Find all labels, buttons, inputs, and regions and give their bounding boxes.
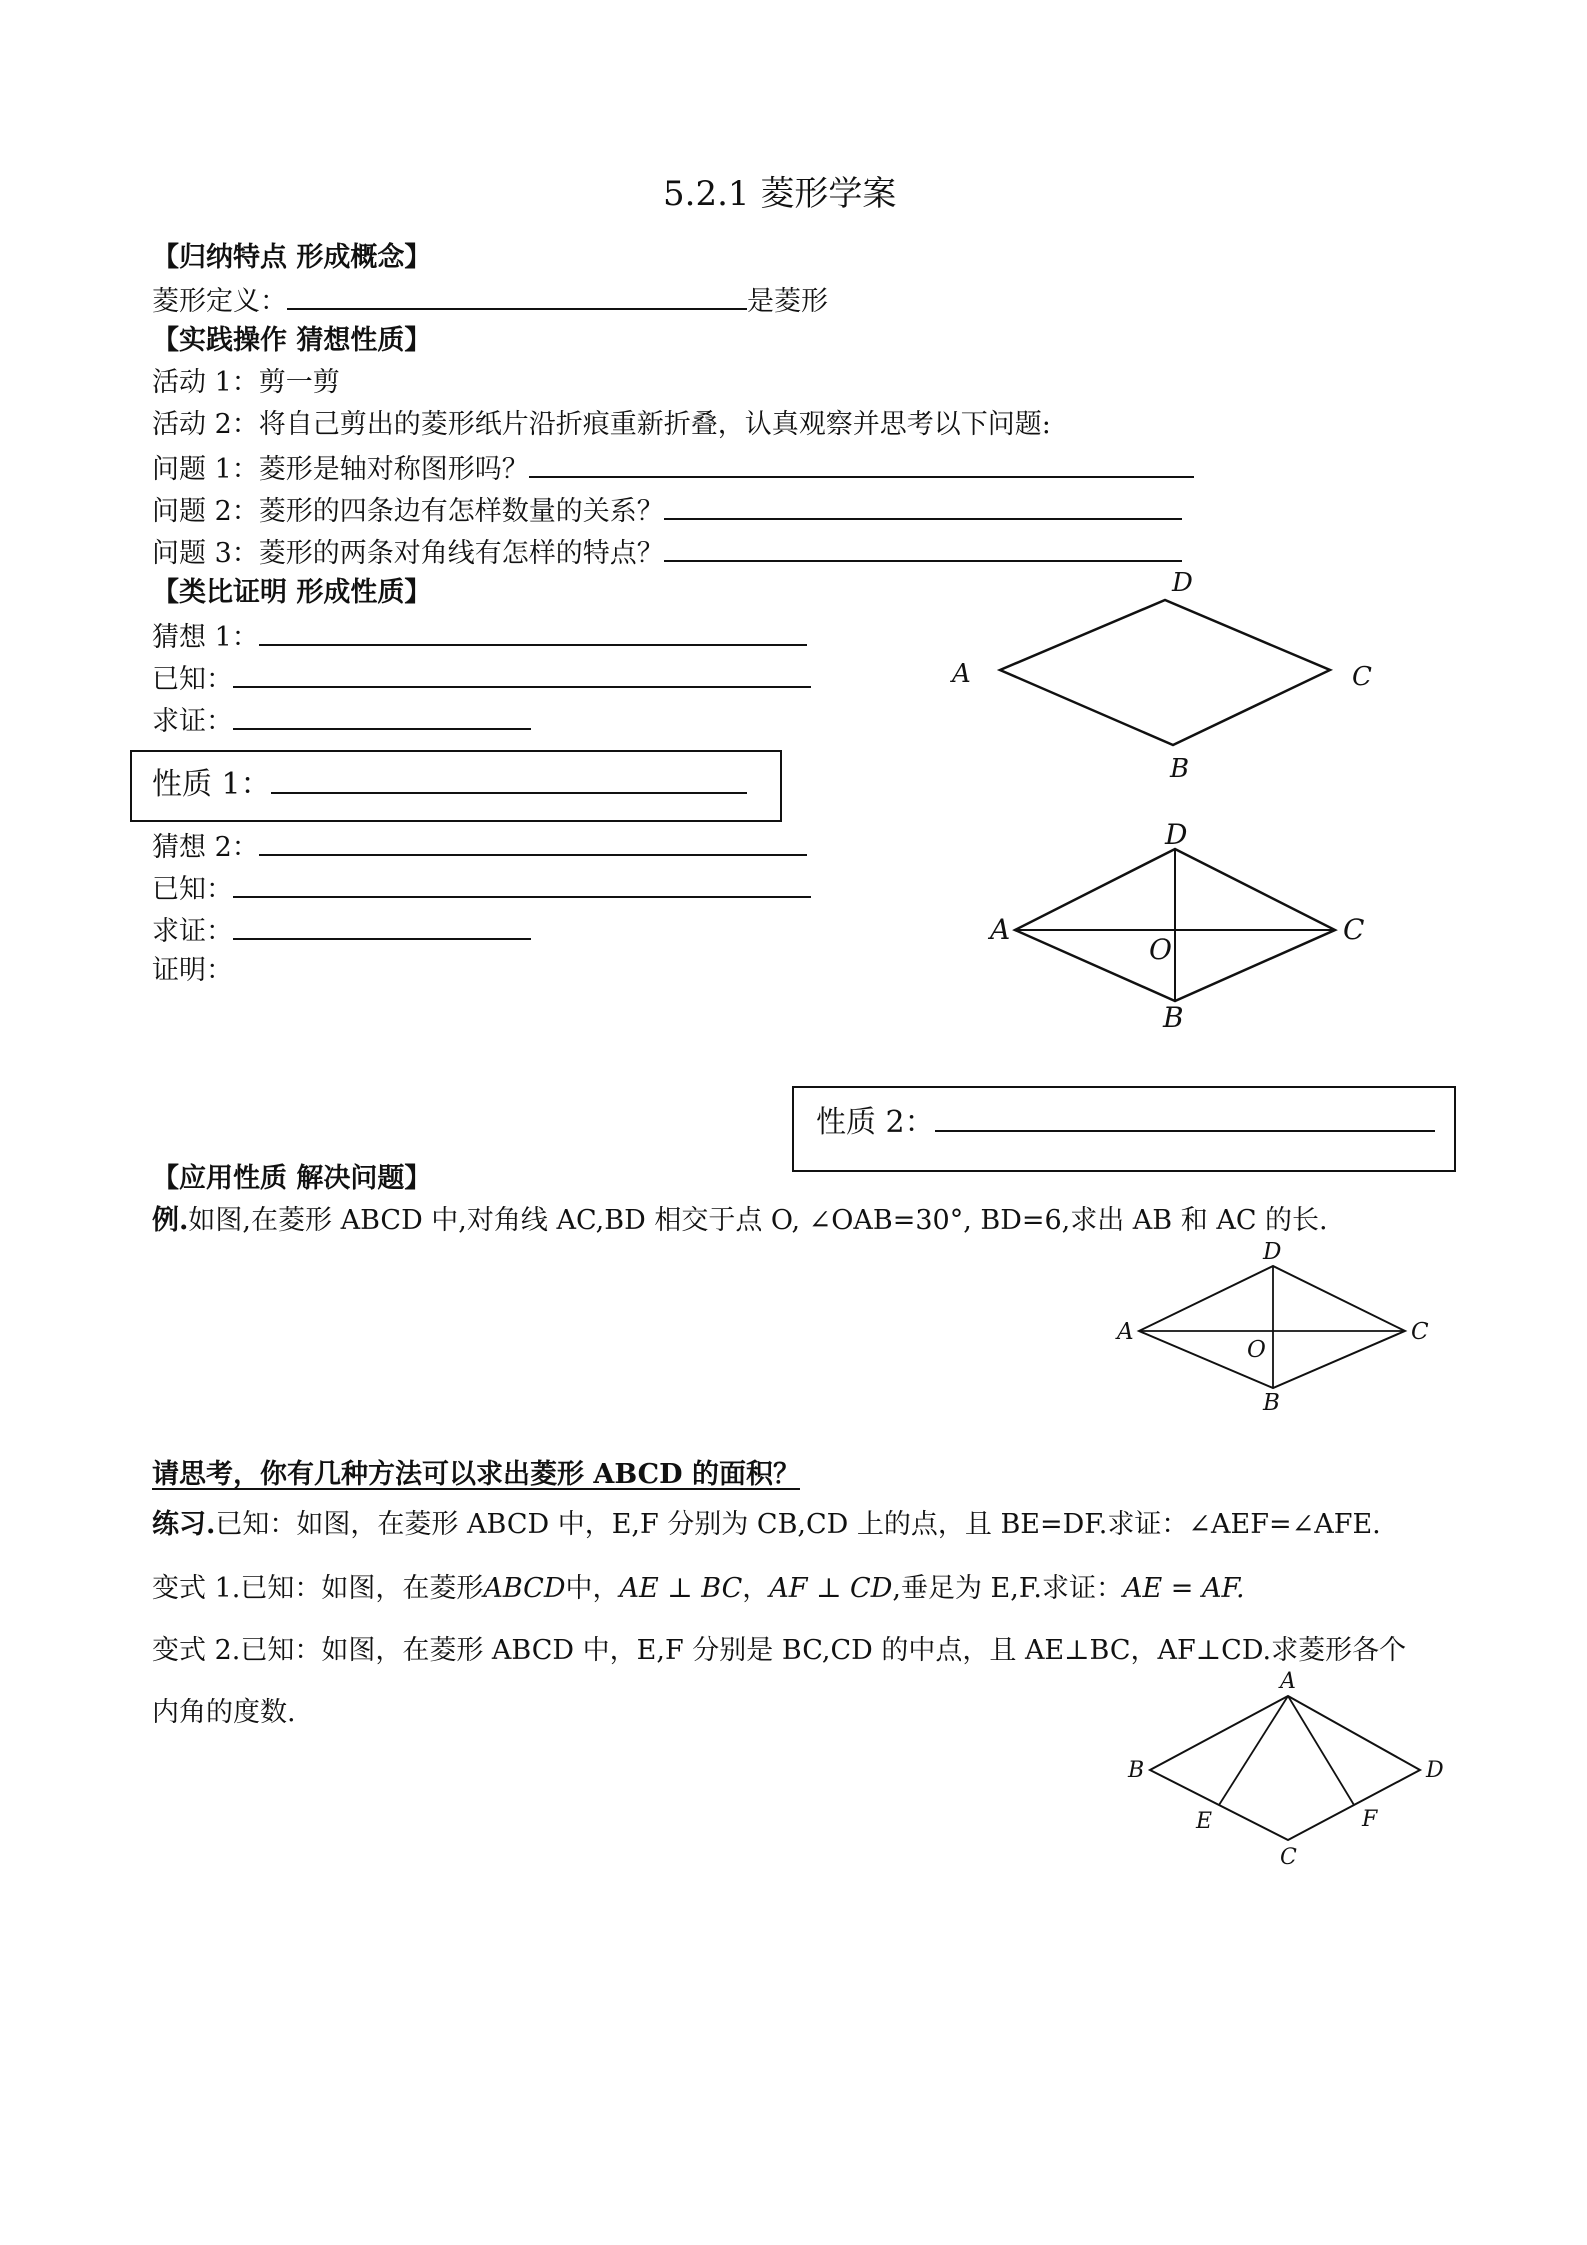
figure-rhombus-3 [1105,1230,1445,1420]
definition-blank[interactable] [287,282,747,310]
known-1 [152,660,811,697]
rhombus-4-segment-af [1288,1696,1354,1805]
activity-2: 活动 2：将自己剪出的菱形纸片沿折痕重新折叠，认真观察并思考以下问题: [152,409,1051,440]
activity-1: 活动 1：剪一剪 [152,367,340,398]
question-1 [152,450,1194,487]
variant-2-line-2: 内角的度数. [152,1697,296,1728]
fig4-label-E: E [1196,1809,1213,1834]
fig2-label-C: C [1343,913,1365,946]
figure-rhombus-1 [940,565,1380,785]
figure-rhombus-2 [975,815,1375,1035]
think-question: 请思考，你有几种方法可以求出菱形 ABCD 的面积？ [152,1459,800,1490]
fig1-label-C: C [1352,662,1372,692]
variant-1-text-e: ， [742,1573,770,1604]
fig4-label-D: D [1426,1758,1444,1783]
property-2-label: 性质 2： [816,1105,935,1140]
fig3-label-D: D [1263,1239,1282,1265]
prove-2 [152,912,531,949]
rhombus-4-segment-ae [1219,1696,1288,1805]
fig1-label-B: B [1170,754,1190,784]
guess-2 [152,828,807,865]
section-heading-concept: 【归纳特点 形成概念】 [152,242,432,273]
practice-text: 已知：如图，在菱形 ABCD 中，E,F 分别为 CB,CD 上的点，且 BE=DF.求证：∠AEF=∠AFE. [215,1509,1381,1540]
fig4-label-A: A [1280,1669,1296,1694]
fig2-label-D: D [1165,818,1188,851]
rhombus-1-shape [1000,600,1330,745]
question-2 [152,492,1182,529]
rhombus-3-shape [1139,1266,1405,1388]
fig3-label-O: O [1247,1337,1266,1363]
variant-1-text-c: 中， [565,1573,620,1604]
guess-1 [152,618,807,655]
prove-2-blank[interactable] [233,912,531,940]
fig1-label-A: A [952,659,971,689]
fig3-label-C: C [1411,1319,1429,1345]
proof-label: 证明： [152,955,233,986]
definition-suffix: 是菱形 [747,286,828,317]
variant-2-line-1: 变式 2.已知：如图，在菱形 ABCD 中，E,F 分别是 BC,CD 的中点，且 AE⊥BC，AF⊥CD.求菱形各个 [152,1635,1407,1666]
question-3-blank[interactable] [664,534,1182,562]
figure-rhombus-4 [1120,1660,1460,1870]
practice-label: 练习. [152,1509,216,1540]
property-1-label: 性质 1： [152,767,271,802]
guess-2-blank[interactable] [259,828,807,856]
property-1 [152,766,747,802]
fig4-label-B: B [1128,1758,1145,1783]
known-2-label: 已知： [152,874,233,905]
question-1-text: 问题 1：菱形是轴对称图形吗？ [152,454,529,485]
prove-2-label: 求证： [152,916,233,947]
fig2-label-A: A [990,913,1011,946]
fig4-label-C: C [1280,1845,1297,1870]
variant-1-text-d: AE ⊥ BC [619,1573,743,1604]
page-title: 5.2.1 菱形学案 [663,174,897,214]
property-2 [816,1104,1435,1140]
property-1-blank[interactable] [271,766,747,794]
section-heading-practice: 【实践操作 猜想性质】 [152,325,432,356]
fig4-label-F: F [1362,1807,1378,1832]
fig3-label-B: B [1263,1390,1280,1416]
question-3-text: 问题 3：菱形的两条对角线有怎样的特点？ [152,538,664,569]
question-1-blank[interactable] [529,450,1194,478]
guess-1-label: 猜想 1： [152,622,259,653]
prove-1 [152,702,531,739]
practice-line [152,1508,1381,1542]
variant-1-line [152,1572,1245,1606]
rhombus-4-shape [1150,1696,1420,1840]
guess-1-blank[interactable] [259,618,807,646]
fig1-label-D: D [1172,568,1193,598]
example-label: 例. [152,1205,189,1236]
example-text: 如图,在菱形 ABCD 中,对角线 AC,BD 相交于点 O, ∠OAB=30°, BD=6,求出 AB 和 AC 的长. [188,1205,1328,1236]
known-2-blank[interactable] [233,870,811,898]
definition-line [152,282,828,319]
section-heading-apply: 【应用性质 解决问题】 [152,1163,432,1194]
variant-1-text-h: AE = AF. [1122,1573,1245,1604]
prove-1-label: 求证： [152,706,233,737]
definition-label: 菱形定义： [152,286,287,317]
fig2-label-O: O [1149,933,1172,966]
guess-2-label: 猜想 2： [152,832,259,863]
known-1-blank[interactable] [233,660,811,688]
variant-1-text-f: AF ⊥ CD [769,1573,893,1604]
known-1-label: 已知： [152,664,233,695]
section-heading-proof: 【类比证明 形成性质】 [152,577,432,608]
known-2 [152,870,811,907]
property-2-blank[interactable] [935,1104,1435,1132]
question-2-blank[interactable] [664,492,1182,520]
question-2-text: 问题 2：菱形的四条边有怎样数量的关系？ [152,496,664,527]
fig2-label-B: B [1163,1001,1184,1034]
fig3-label-A: A [1117,1319,1134,1345]
prove-1-blank[interactable] [233,702,531,730]
variant-1-text-b: ABCD [483,1573,566,1604]
variant-1-text-g: ,垂足为 E,F.求证： [892,1573,1123,1604]
variant-1-text-a: 变式 1.已知：如图，在菱形 [152,1573,484,1604]
